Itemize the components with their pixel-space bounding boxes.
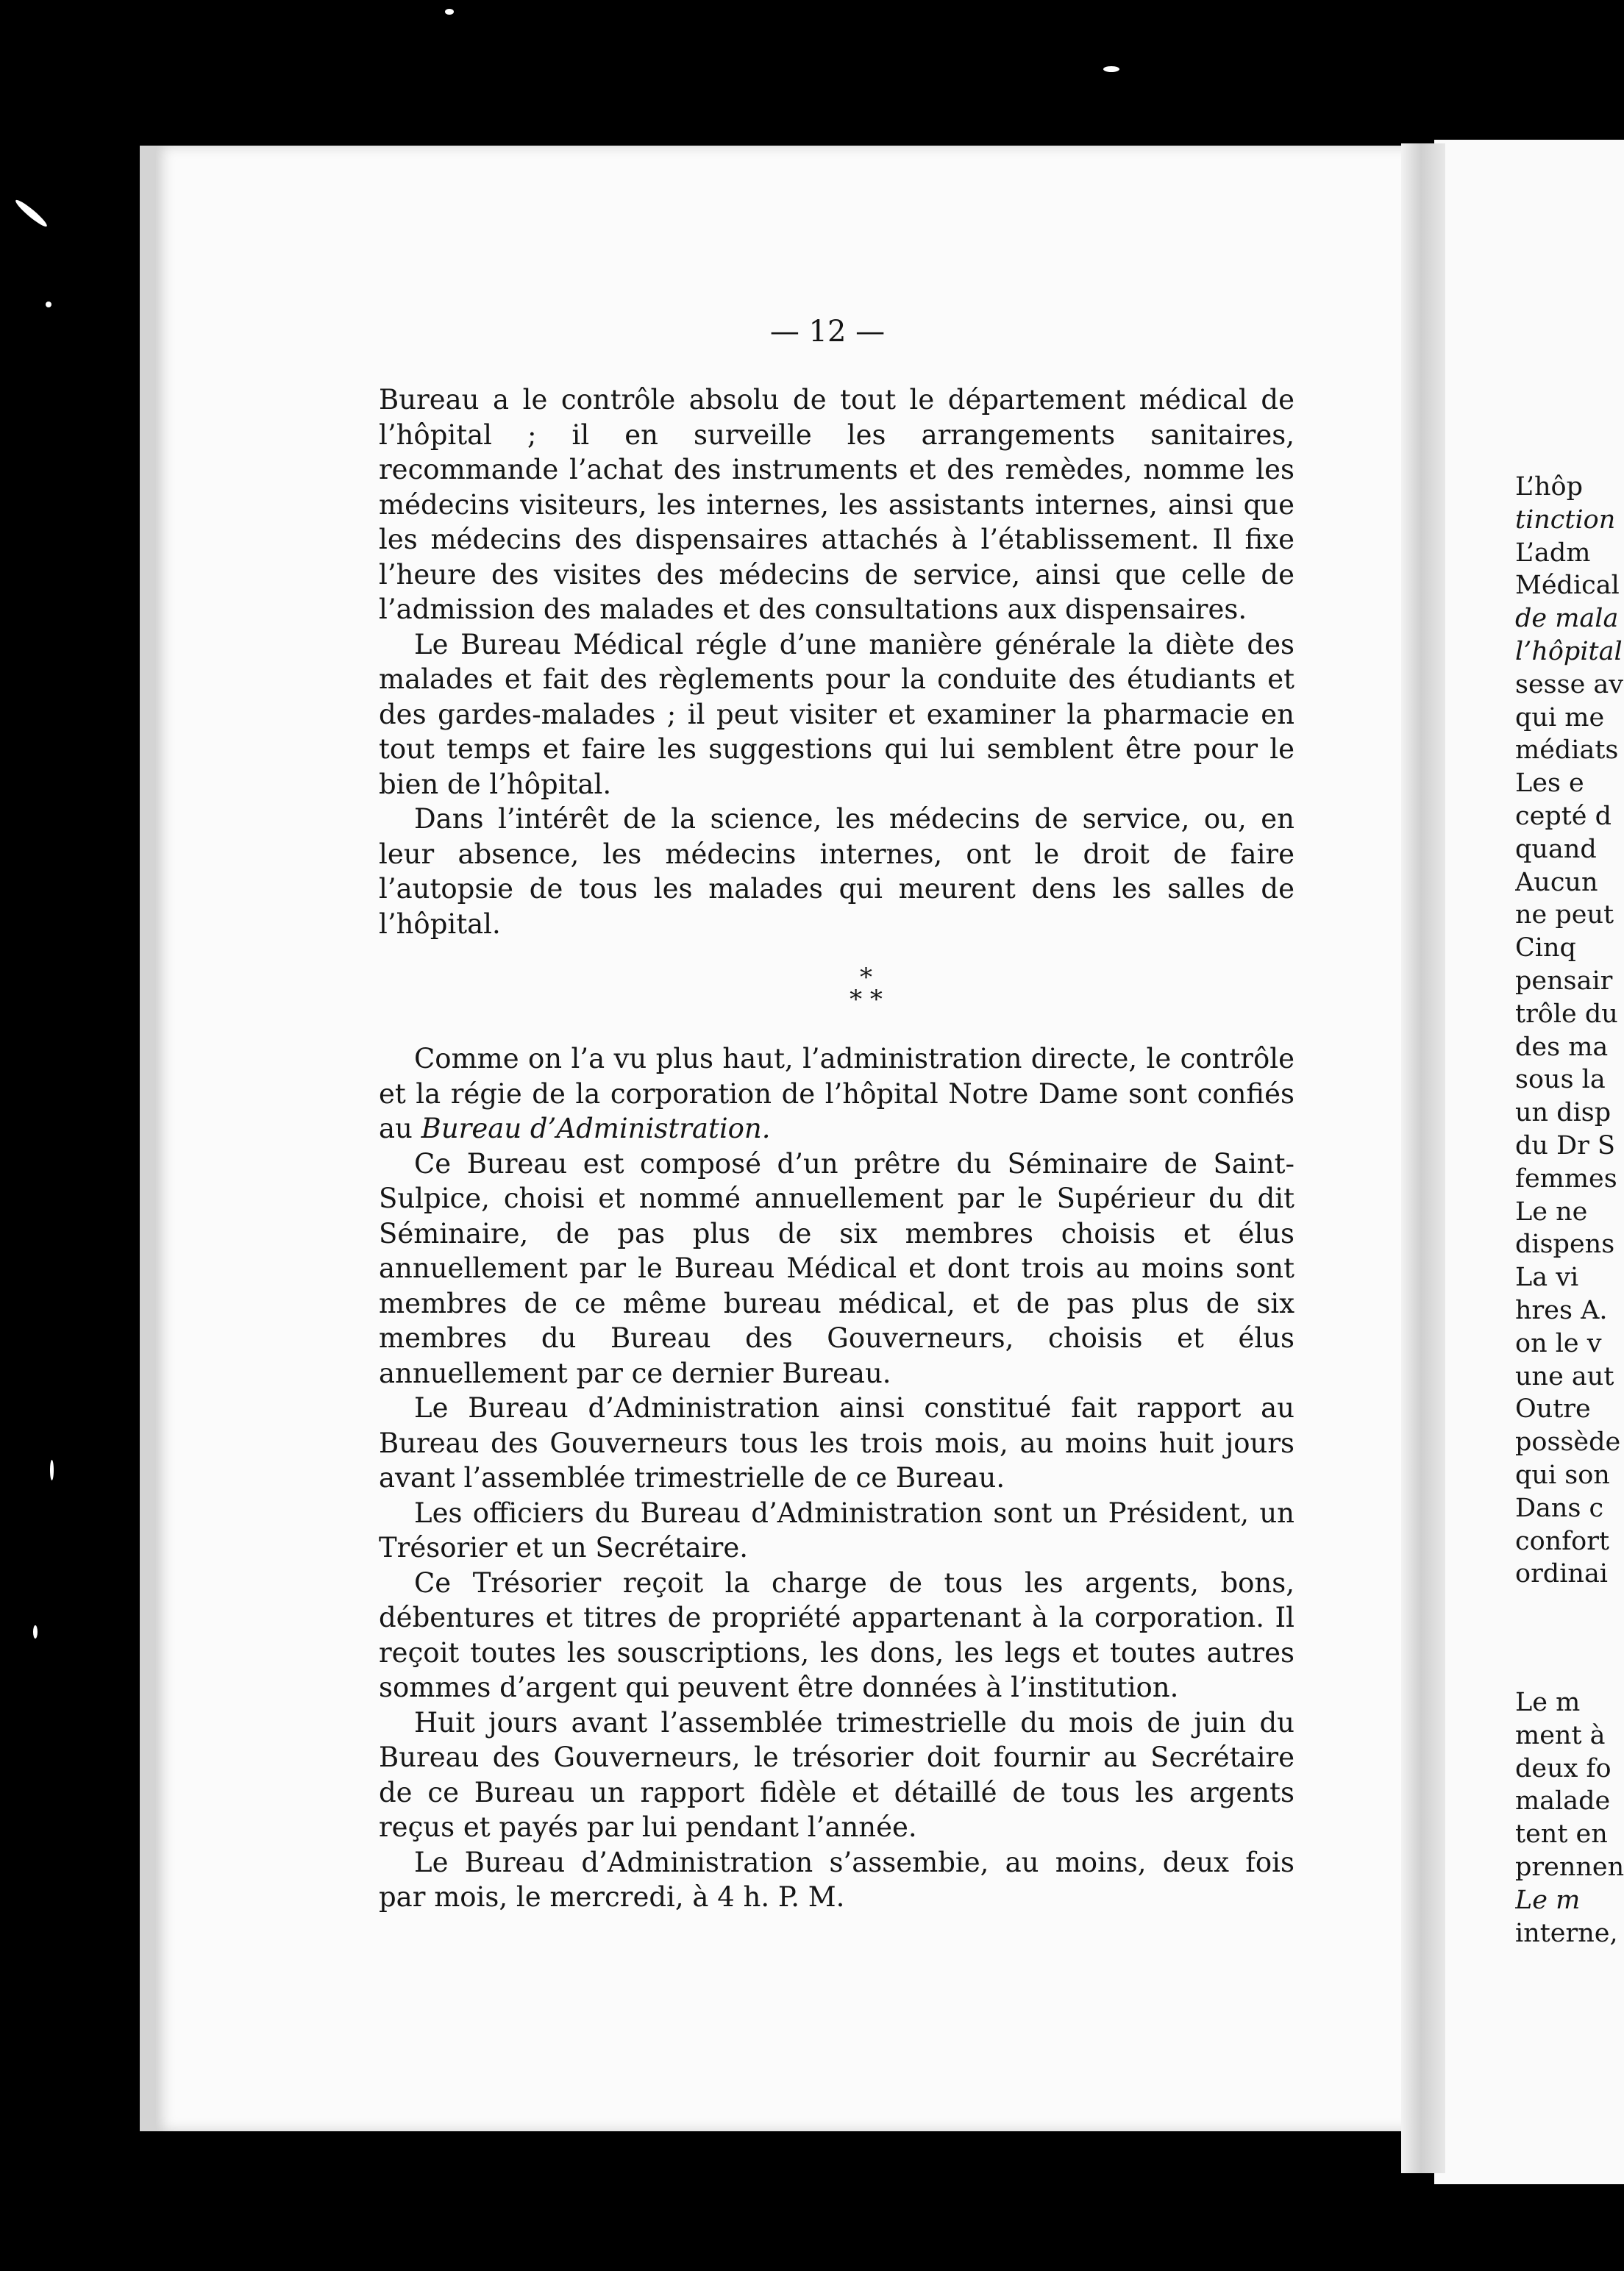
right-page-line: possède — [1515, 1427, 1621, 1458]
paragraph-text: Comme on l’a vu plus haut, l’administration directe, le contrôle et la régie de la corporation de l’hôpital Notre Dame sont confiés au — [379, 1043, 1294, 1144]
right-page-line: du Dr S — [1515, 1130, 1615, 1161]
right-page-line: L’hôp — [1515, 472, 1583, 502]
right-page-line: Les e — [1515, 769, 1584, 799]
paragraph: Huit jours avant l’assemblée trimestrielle du mois de juin du Bureau des Gouverneurs, le trésorier doit fournir au Secrétaire de ce Bureau un rapport fidèle et détaillé de tous les argents reçus et payés par lui pendant l’année. — [379, 1706, 1294, 1843]
right-page-line: sous la — [1515, 1065, 1606, 1095]
right-page-line: hres A. — [1515, 1295, 1608, 1325]
right-page-line: trôle du — [1515, 999, 1618, 1029]
paragraph: Bureau a le contrôle absolu de tout le département médical de l’hôpital ; il en surveille les arrangements sanitaires, recommande l’achat des instruments et des remèdes, nomme les médecins visiteurs, les internes, les assistants internes, ainsi que les médecins des dispensaires attachés à l’établissement. Il fixe l’heure des visites des médecins de service, ainsi que celle de l’admission des malades et des consultations aux dispensaires. — [379, 384, 1294, 625]
right-page-line: sesse av — [1515, 669, 1624, 699]
right-page-line: Médical — [1515, 571, 1620, 601]
scan-speck — [46, 302, 51, 307]
scan-speck — [50, 1460, 54, 1480]
right-page-line: ordinai — [1515, 1559, 1609, 1589]
right-page-line: qui me — [1515, 702, 1605, 732]
scan-speck — [13, 197, 49, 229]
right-page-line: ment à — [1515, 1720, 1606, 1750]
right-page-line: des ma — [1515, 1032, 1609, 1062]
paragraph — [379, 1041, 1294, 1147]
right-page-line: pensair — [1515, 966, 1613, 996]
page-number: — 12 — — [769, 315, 886, 349]
scan-speck — [33, 1625, 38, 1639]
right-page-line: femmes — [1515, 1163, 1617, 1194]
right-page-line: un disp — [1515, 1098, 1611, 1128]
paragraph: Ce Bureau est composé d’un prêtre du Séminaire de Saint-Sulpice, choisi et nommé annuellement par le Supérieur du dit Séminaire, de pas plus de six membres choisis et élus annuellement par le Bureau Médical et dont trois au moins sont membres de ce même bureau médical, et de pas plus de six membres du Bureau des Gouverneurs, choisis et élus annuellement par ce dernier Bureau. — [379, 1147, 1294, 1389]
right-page-line: Cinq — [1515, 933, 1576, 963]
right-page-line: une aut — [1515, 1361, 1614, 1391]
right-page-line: L’adm — [1515, 538, 1591, 568]
section-gap — [1515, 1591, 1624, 1686]
right-page-line: on le v — [1515, 1328, 1602, 1358]
right-page-line: Dans c — [1515, 1493, 1604, 1523]
right-page-line: Le m — [1515, 1885, 1581, 1915]
scan-speck — [445, 9, 454, 15]
paragraph: Le Bureau Médical régle d’une manière générale la diète des malades et fait des règlements pour la conduite des étudiants et des gardes-malades ; il peut visiter et examiner la pharmacie en tout temps et faire les suggestions qui lui semblent être pour le bien de l’hôpital. — [379, 628, 1294, 800]
right-page-line: de mala — [1515, 604, 1619, 634]
paragraph: Le Bureau d’Administration ainsi constitué fait rapport au Bureau des Gouverneurs tous les trois mois, au moins huit jours avant l’assemblée trimestrielle de ce Bureau. — [379, 1392, 1294, 1494]
right-page-text-fragments — [1515, 471, 1624, 1950]
right-page-line: l’hôpital — [1515, 636, 1623, 666]
scan-speck — [1103, 66, 1119, 72]
right-page-line: Aucun — [1515, 867, 1598, 897]
italic-term: Bureau d’Administration. — [421, 1113, 771, 1144]
paragraph: Dans l’intérêt de la science, les médecins de service, ou, en leur absence, les médecins internes, ont le droit de faire l’autopsie de tous les malades qui meurent dens les salles de l’hôpital. — [379, 803, 1294, 940]
right-page-line: Le ne — [1515, 1197, 1588, 1227]
right-page-line: confort — [1515, 1526, 1610, 1556]
paragraph: Ce Trésorier reçoit la charge de tous les argents, bons, débentures et titres de propriété appartenant à la corporation. Il reçoit toutes les souscriptions, les dons, les legs et toutes autres sommes d’argent qui peuvent être données à l’institution. — [379, 1566, 1294, 1703]
right-page-line: Outre — [1515, 1394, 1591, 1425]
right-page-line: interne, — [1515, 1918, 1618, 1948]
asterism-top: * — [860, 963, 872, 992]
page-gutter — [1401, 143, 1445, 2173]
right-page-line: ne peut — [1515, 900, 1614, 930]
right-page-line: La vi — [1515, 1263, 1579, 1293]
right-page-line: quand — [1515, 834, 1597, 864]
body-text-column — [379, 382, 1294, 1915]
right-page-line: prennen — [1515, 1853, 1624, 1883]
paragraph: Les officiers du Bureau d’Administration sont un Président, un Trésorier et un Secrétaire. — [379, 1497, 1294, 1564]
right-page-line: qui son — [1515, 1460, 1610, 1490]
right-page-line: tent en — [1515, 1819, 1608, 1850]
asterism-bottom: * * — [850, 985, 883, 1014]
right-page-line: tinction — [1515, 505, 1616, 535]
right-page-line: Le m — [1515, 1688, 1581, 1718]
section-asterism — [379, 963, 1294, 1014]
right-page-line: cepté d — [1515, 801, 1612, 831]
right-page-line: deux fo — [1515, 1753, 1611, 1783]
right-page-line: médiats — [1515, 735, 1619, 766]
right-page-line: malade — [1515, 1786, 1611, 1817]
paragraph: Le Bureau d’Administration s’assembie, au moins, deux fois par mois, le mercredi, à 4 h. P. M. — [379, 1846, 1294, 1913]
right-page-line: dispens — [1515, 1230, 1615, 1260]
